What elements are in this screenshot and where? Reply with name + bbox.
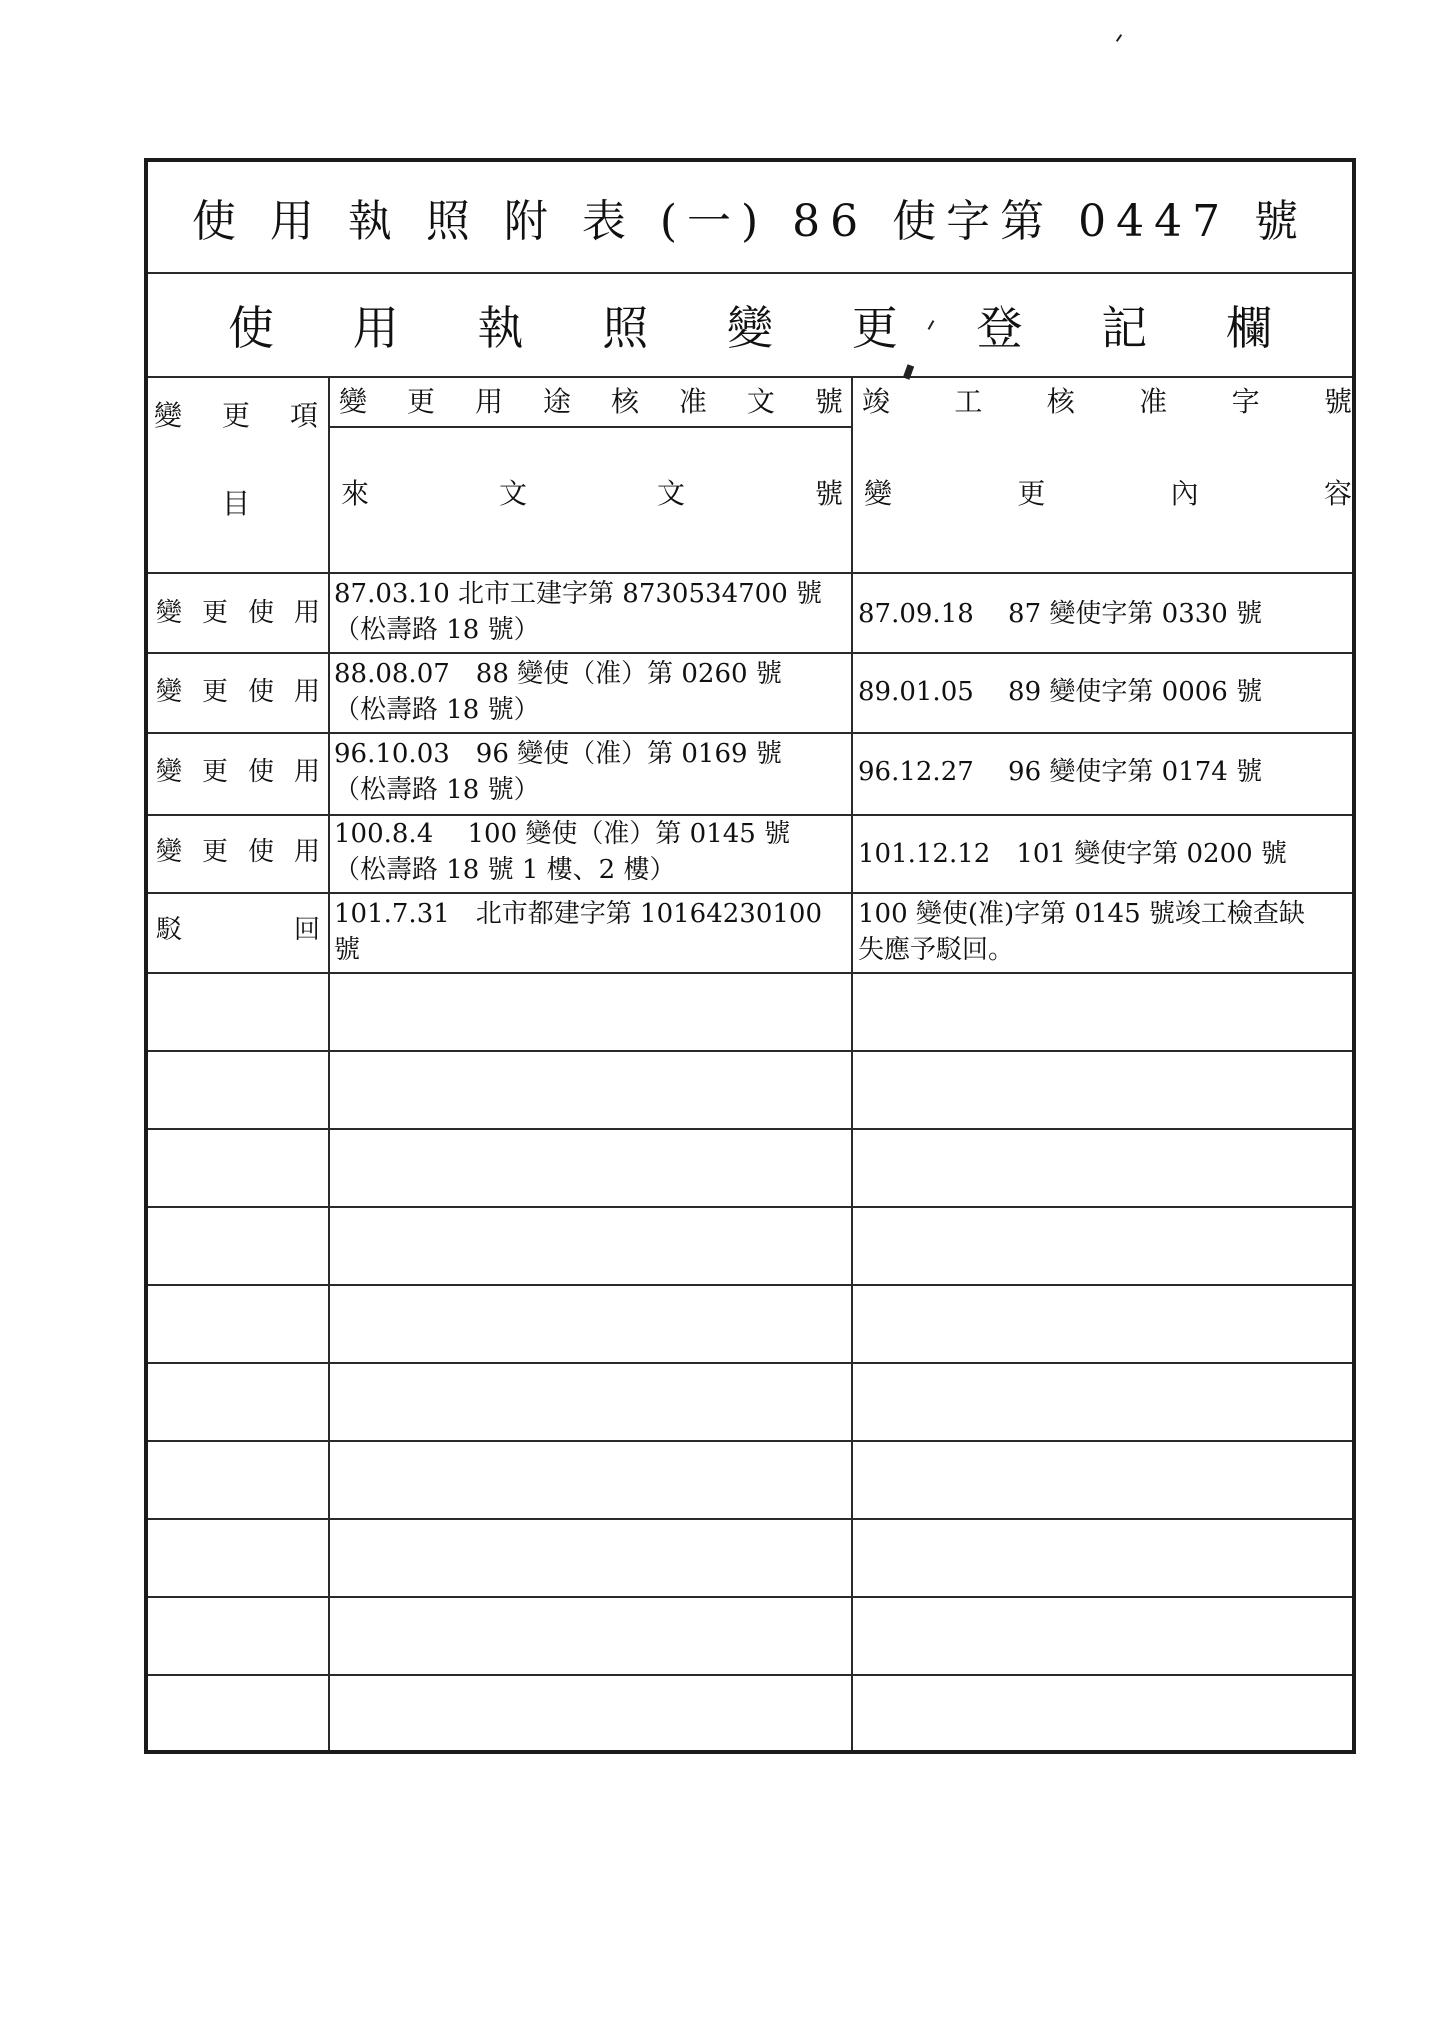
section-title-char: 變 (727, 301, 773, 355)
header-char: 更 (406, 385, 435, 418)
row-item-char: 變 (156, 677, 183, 707)
row-item-char: 更 (201, 598, 228, 628)
empty-row-divider (148, 1206, 1352, 1208)
row-doc (334, 816, 849, 888)
row-item-char: 用 (293, 757, 320, 787)
header-char: 變 (339, 385, 368, 418)
row-item-char: 變 (156, 757, 183, 787)
row-doc-line1: 88.08.07 88 變使（准）第 0260 號 (334, 659, 782, 689)
divider (148, 572, 1352, 574)
row-item-char: 使 (247, 757, 274, 787)
header-char: 內 (1170, 477, 1199, 510)
header-item-char: 變 (154, 399, 183, 432)
header-char: 容 (1323, 477, 1352, 510)
empty-row-divider (148, 1518, 1352, 1520)
row-item-char: 駁 (156, 915, 183, 945)
header-char: 竣 (862, 385, 891, 418)
column-divider (328, 376, 330, 1750)
column-divider (851, 376, 853, 1750)
row-item (148, 595, 328, 631)
row-content-line1: 89.01.05 89 變使字第 0006 號 (858, 677, 1263, 707)
header-char: 准 (1139, 385, 1168, 418)
header-char: 途 (542, 385, 571, 418)
empty-row-divider (148, 1362, 1352, 1364)
header-char: 文 (498, 477, 527, 510)
header-char: 號 (814, 385, 843, 418)
row-content (858, 836, 1354, 872)
section-title-char: 登 (976, 301, 1023, 355)
row-item-char: 使 (247, 677, 274, 707)
row-doc-line1: 96.10.03 96 變使（准）第 0169 號 (334, 739, 782, 769)
header-char: 變 (864, 477, 893, 510)
header-char: 准 (678, 385, 707, 418)
empty-row-divider (148, 1440, 1352, 1442)
section-title-char: 照 (602, 301, 649, 355)
row-item (148, 912, 328, 948)
row-content (858, 896, 1354, 968)
row-doc-line1: 87.03.10 北市工建字第 8730534700 號 (334, 579, 822, 609)
header-char: 核 (1046, 385, 1075, 418)
row-content-line2: 失應予駁回。 (858, 935, 1015, 965)
row-content (858, 754, 1354, 790)
header-char: 更 (1017, 477, 1046, 510)
empty-row-divider (148, 1284, 1352, 1286)
row-doc (334, 576, 849, 648)
row-item-char: 用 (293, 837, 320, 867)
empty-row-divider (148, 1596, 1352, 1598)
row-item-char: 更 (201, 757, 228, 787)
row-doc-line2: 號 (334, 935, 361, 965)
row-divider (148, 892, 1352, 894)
header-char: 工 (954, 385, 983, 418)
row-content (858, 596, 1354, 632)
header-char: 字 (1231, 385, 1260, 418)
section-title-char: 記 (1101, 301, 1148, 355)
header-char: 用 (474, 385, 503, 418)
section-title (188, 274, 1312, 376)
row-content (858, 674, 1354, 710)
header-char: 號 (814, 477, 843, 510)
section-title-char: 欄 (1226, 301, 1272, 355)
header-char: 來 (341, 477, 370, 510)
row-content-line1: 96.12.27 96 變使字第 0174 號 (858, 757, 1263, 787)
row-divider (148, 972, 1352, 974)
row-doc-line2: （松壽路 18 號） (334, 775, 540, 805)
row-content-line1: 101.12.12 101 變使字第 0200 號 (858, 839, 1287, 869)
header-item-line2: 目 (221, 487, 250, 520)
header-char: 核 (610, 385, 639, 418)
row-item-char: 用 (293, 598, 320, 628)
license-annex-table (144, 158, 1356, 1754)
section-title-char: 用 (352, 301, 399, 355)
row-divider (148, 732, 1352, 734)
section-title-char: 執 (477, 301, 524, 355)
row-doc-line2: （松壽路 18 號） (334, 695, 540, 725)
header-item (148, 386, 328, 526)
row-doc-line1: 101.7.31 北市都建字第 10164230100 (334, 899, 823, 929)
header-char: 號 (1323, 385, 1352, 418)
row-item-char: 更 (201, 837, 228, 867)
row-content-line1: 100 變使(准)字第 0145 號竣工檢查缺 (858, 899, 1305, 929)
scan-mark (1116, 34, 1122, 42)
row-doc (334, 656, 849, 728)
row-item-char: 用 (293, 677, 320, 707)
header-char: 文 (656, 477, 685, 510)
header-char: 文 (746, 385, 775, 418)
row-doc-line2: （松壽路 18 號） (334, 615, 540, 645)
row-item (148, 754, 328, 790)
header-item-char: 更 (221, 399, 250, 432)
row-item-char: 變 (156, 837, 183, 867)
header-divider (330, 426, 852, 428)
header-incoming-doc (331, 474, 849, 514)
row-doc (334, 736, 849, 808)
document-title: 使 用 執 照 附 表 (一) 86 使字第 0447 號 (191, 196, 1309, 247)
row-doc-line1: 100.8.4 100 變使（准）第 0145 號 (334, 819, 791, 849)
header-change-content (854, 474, 1354, 514)
row-doc-line2: （松壽路 18 號 1 樓、2 樓） (334, 855, 676, 885)
empty-row-divider (148, 1050, 1352, 1052)
section-title-char: 使 (228, 301, 274, 355)
row-item-char: 變 (156, 598, 183, 628)
row-item-char: 使 (247, 598, 274, 628)
row-item (148, 834, 328, 870)
row-item-char: 使 (247, 837, 274, 867)
row-item (148, 674, 328, 710)
row-doc (334, 896, 849, 968)
row-item-char: 更 (201, 677, 228, 707)
section-title-char: 更 (851, 301, 898, 355)
empty-row-divider (148, 1674, 1352, 1676)
header-completion-approval (854, 382, 1354, 422)
header-change-use-approval (331, 382, 849, 422)
row-content-line1: 87.09.18 87 變使字第 0330 號 (858, 599, 1263, 629)
row-divider (148, 652, 1352, 654)
row-item-char: 回 (293, 915, 320, 945)
header-item-char: 項 (289, 399, 318, 432)
empty-row-divider (148, 1128, 1352, 1130)
